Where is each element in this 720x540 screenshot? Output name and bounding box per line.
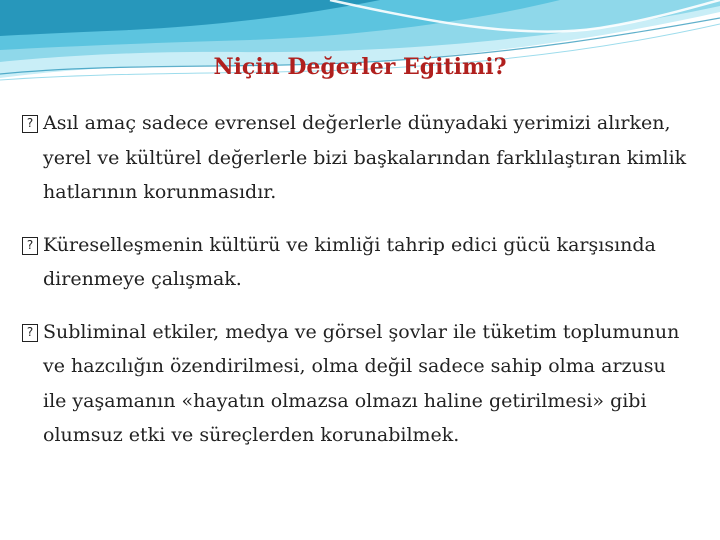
missing-glyph-box-icon: ? [22,115,38,133]
paragraph-3-text: Subliminal etkiler, medya ve görsel şovlar ile tüketim toplumunun ve hazcılığın özendirilmesi, olma değil sadece sahip olma arzusu ile yaşamanın «hayatın olmazsa olmazı haline getirilmesi» gibi olumsuz etki ve süreçlerden korunabilmek. [43,320,680,446]
missing-glyph-box-icon: ? [22,237,38,255]
bullet-paragraph-2 [22,228,692,297]
slide-body [22,106,692,471]
missing-glyph-box-icon: ? [22,324,38,342]
bullet-paragraph-3 [22,315,692,453]
bullet-paragraph-1 [22,106,692,210]
paragraph-2-text: Küreselleşmenin kültürü ve kimliği tahrip edici gücü karşısında direnmeye çalışmak. [43,233,656,290]
header-wave-decoration [0,0,720,100]
slide-title: Niçin Değerler Eğitimi? [213,54,507,80]
paragraph-1-text: Asıl amaç sadece evrensel değerlerle dünyadaki yerimizi alırken, yerel ve kültürel değerlerle bizi başkalarından farklılaştıran kimlik hatlarının korunmasıdır. [43,112,687,203]
